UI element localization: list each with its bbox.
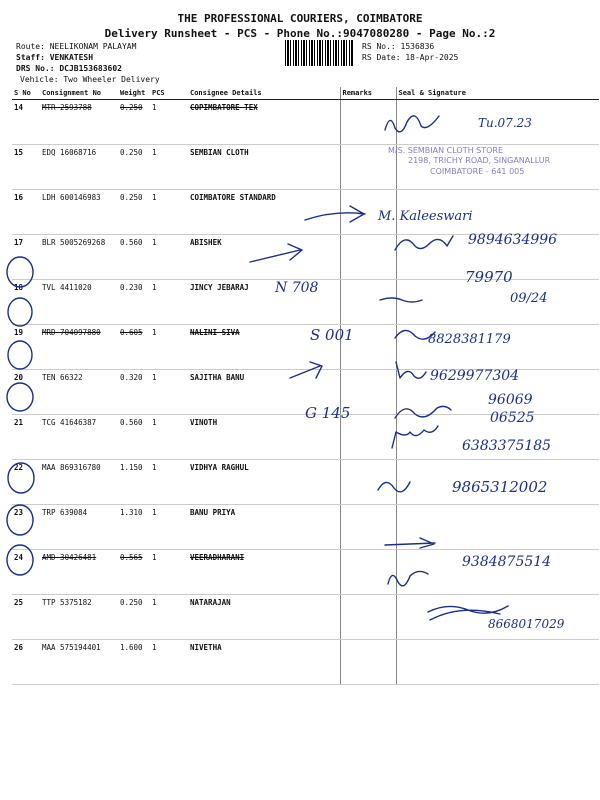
weight-cell: 0.605: [118, 325, 150, 370]
weight-cell: 1.150: [118, 460, 150, 505]
remarks-cell: [340, 595, 396, 640]
weight-cell: 0.250: [118, 190, 150, 235]
pcs-cell: 1: [150, 190, 188, 235]
handwritten-name: M. Kaleeswari: [378, 209, 473, 224]
pcs-cell: 1: [150, 235, 188, 280]
rs-number: RS No.: 1536836: [362, 42, 435, 51]
serial-cell: 18: [12, 280, 40, 325]
serial-cell: 24: [12, 550, 40, 595]
column-header: PCS: [150, 87, 188, 100]
table-row: [12, 640, 599, 685]
pcs-cell: 1: [150, 280, 188, 325]
signature-cell: [396, 370, 599, 415]
consignee-cell: NALINI SIVA: [188, 325, 340, 370]
handwritten-phone: 8828381179: [428, 332, 511, 347]
serial-cell: 20: [12, 370, 40, 415]
serial-cell: 16: [12, 190, 40, 235]
consignee-cell: JINCY JEBARAJ: [188, 280, 340, 325]
serial-cell: 17: [12, 235, 40, 280]
signature-cell: [396, 190, 599, 235]
consignment-cell: MAA 575194401: [40, 640, 118, 685]
handwritten-code: 96069: [488, 392, 533, 408]
barcode: [285, 40, 353, 66]
table-row: [12, 460, 599, 505]
column-header: Consignee Details: [188, 87, 340, 100]
consignee-cell: VIDHYA RAGHUL: [188, 460, 340, 505]
consignee-cell: NIVETHA: [188, 640, 340, 685]
signature-cell: [396, 100, 599, 145]
signature-cell: [396, 595, 599, 640]
weight-cell: 0.560: [118, 235, 150, 280]
table-row: [12, 370, 599, 415]
serial-cell: 23: [12, 505, 40, 550]
signature-cell: [396, 460, 599, 505]
column-header: Remarks: [340, 87, 396, 100]
weight-cell: 0.230: [118, 280, 150, 325]
column-header: Weight: [118, 87, 150, 100]
consignment-cell: MAA 869316780: [40, 460, 118, 505]
consignee-cell: VEERADHARANI: [188, 550, 340, 595]
consignment-cell: LDH 600146983: [40, 190, 118, 235]
consignment-cell: AMD 30426481: [40, 550, 118, 595]
consignee-cell: SEMBIAN CLOTH: [188, 145, 340, 190]
signature-cell: [396, 640, 599, 685]
table-row: [12, 550, 599, 595]
pcs-cell: 1: [150, 415, 188, 460]
table-row: [12, 145, 599, 190]
remarks-cell: [340, 370, 396, 415]
handwritten-phone: 9865312002: [452, 478, 548, 496]
weight-cell: 0.320: [118, 370, 150, 415]
weight-cell: 1.600: [118, 640, 150, 685]
consignee-cell: BANU PRIYA: [188, 505, 340, 550]
table-row: [12, 190, 599, 235]
weight-cell: 0.250: [118, 100, 150, 145]
weight-cell: 0.565: [118, 550, 150, 595]
consignment-cell: TTP 5375182: [40, 595, 118, 640]
consignment-cell: MTR 2593788: [40, 100, 118, 145]
remarks-cell: [340, 190, 396, 235]
serial-cell: 22: [12, 460, 40, 505]
column-header: Consignment No: [40, 87, 118, 100]
serial-cell: 21: [12, 415, 40, 460]
pcs-cell: 1: [150, 370, 188, 415]
serial-cell: 15: [12, 145, 40, 190]
handwritten-code: 79970: [465, 268, 513, 286]
handwritten-phone: 9384875514: [462, 554, 552, 570]
pcs-cell: 1: [150, 595, 188, 640]
weight-cell: 1.310: [118, 505, 150, 550]
rs-date: RS Date: 18-Apr-2025: [362, 53, 459, 62]
table-row: [12, 235, 599, 280]
consignee-cell: COIMBATORE STANDARD: [188, 190, 340, 235]
consignee-cell: COPIMBATORE TEX: [188, 100, 340, 145]
consignment-cell: BLR 5005269268: [40, 235, 118, 280]
svg-text:COIMBATORE - 641 005: COIMBATORE - 641 005: [430, 167, 525, 176]
svg-text:M/S. SEMBIAN CLOTH STORE: M/S. SEMBIAN CLOTH STORE: [388, 146, 504, 155]
page-subtitle: Delivery Runsheet - PCS - Phone No.:9047080280 - Page No.:2: [104, 27, 496, 40]
drs-label: DRS No.: DCJB153683602: [16, 64, 122, 73]
consignment-cell: EDQ 16068716: [40, 145, 118, 190]
handwritten-code: G 145: [305, 404, 351, 422]
serial-cell: 25: [12, 595, 40, 640]
table-row: [12, 505, 599, 550]
pcs-cell: 1: [150, 550, 188, 595]
table-row: [12, 280, 599, 325]
table-row: [12, 595, 599, 640]
weight-cell: 0.560: [118, 415, 150, 460]
remarks-cell: [340, 280, 396, 325]
signature-cell: [396, 550, 599, 595]
column-header: S No: [12, 87, 40, 100]
consignee-cell: NATARAJAN: [188, 595, 340, 640]
consignment-cell: TVL 4411020: [40, 280, 118, 325]
runsheet-table: [12, 87, 599, 685]
remarks-cell: [340, 550, 396, 595]
serial-cell: 19: [12, 325, 40, 370]
handwritten-code: N 708: [275, 280, 319, 296]
column-header: Seal & Signature: [396, 87, 599, 100]
consignee-cell: VINOTH: [188, 415, 340, 460]
handwritten-code: S 001: [310, 326, 354, 344]
vehicle-label: Vehicle: Two Wheeler Delivery: [20, 75, 160, 84]
signature-cell: [396, 235, 599, 280]
table-header-row: [12, 87, 599, 100]
signature-cell: [396, 145, 599, 190]
consignment-cell: TCG 41646387: [40, 415, 118, 460]
remarks-cell: [340, 505, 396, 550]
remarks-cell: [340, 235, 396, 280]
pcs-cell: 1: [150, 640, 188, 685]
weight-cell: 0.250: [118, 595, 150, 640]
handwritten-date: Tu.07.23: [478, 116, 532, 130]
table-row: [12, 100, 599, 145]
pcs-cell: 1: [150, 100, 188, 145]
table-row: [12, 415, 599, 460]
handwritten-code: 09/24: [510, 291, 548, 306]
handwritten-phone: 9629977304: [430, 368, 520, 384]
consignment-cell: TRP 639084: [40, 505, 118, 550]
signature-cell: [396, 505, 599, 550]
signature-cell: [396, 280, 599, 325]
remarks-cell: [340, 145, 396, 190]
handwritten-code: 06525: [490, 410, 535, 426]
pcs-cell: 1: [150, 145, 188, 190]
remarks-cell: [340, 460, 396, 505]
svg-text:2198, TRICHY ROAD, SINGANALLUR: 2198, TRICHY ROAD, SINGANALLUR: [408, 156, 551, 165]
table-row: [12, 325, 599, 370]
pcs-cell: 1: [150, 460, 188, 505]
pcs-cell: 1: [150, 505, 188, 550]
staff-label: Staff: VENKATESH: [16, 53, 94, 62]
consignee-cell: ABISHEK: [188, 235, 340, 280]
handwritten-phone: 8668017029: [488, 617, 565, 631]
remarks-cell: [340, 100, 396, 145]
handwritten-phone: 6383375185: [462, 438, 552, 454]
serial-cell: 14: [12, 100, 40, 145]
remarks-cell: [340, 640, 396, 685]
route-label: Route: NEELIKONAM PALAYAM: [16, 42, 137, 51]
serial-cell: 26: [12, 640, 40, 685]
remarks-cell: [340, 415, 396, 460]
pcs-cell: 1: [150, 325, 188, 370]
consignment-cell: TEN 66322: [40, 370, 118, 415]
signature-cell: [396, 415, 599, 460]
consignee-cell: SAJITHA BANU: [188, 370, 340, 415]
remarks-cell: [340, 325, 396, 370]
handwritten-phone: 9894634996: [468, 232, 558, 248]
page-title: THE PROFESSIONAL COURIERS, COIMBATORE: [177, 12, 423, 25]
weight-cell: 0.250: [118, 145, 150, 190]
signature-cell: [396, 325, 599, 370]
consignment-cell: MRD 704097880: [40, 325, 118, 370]
